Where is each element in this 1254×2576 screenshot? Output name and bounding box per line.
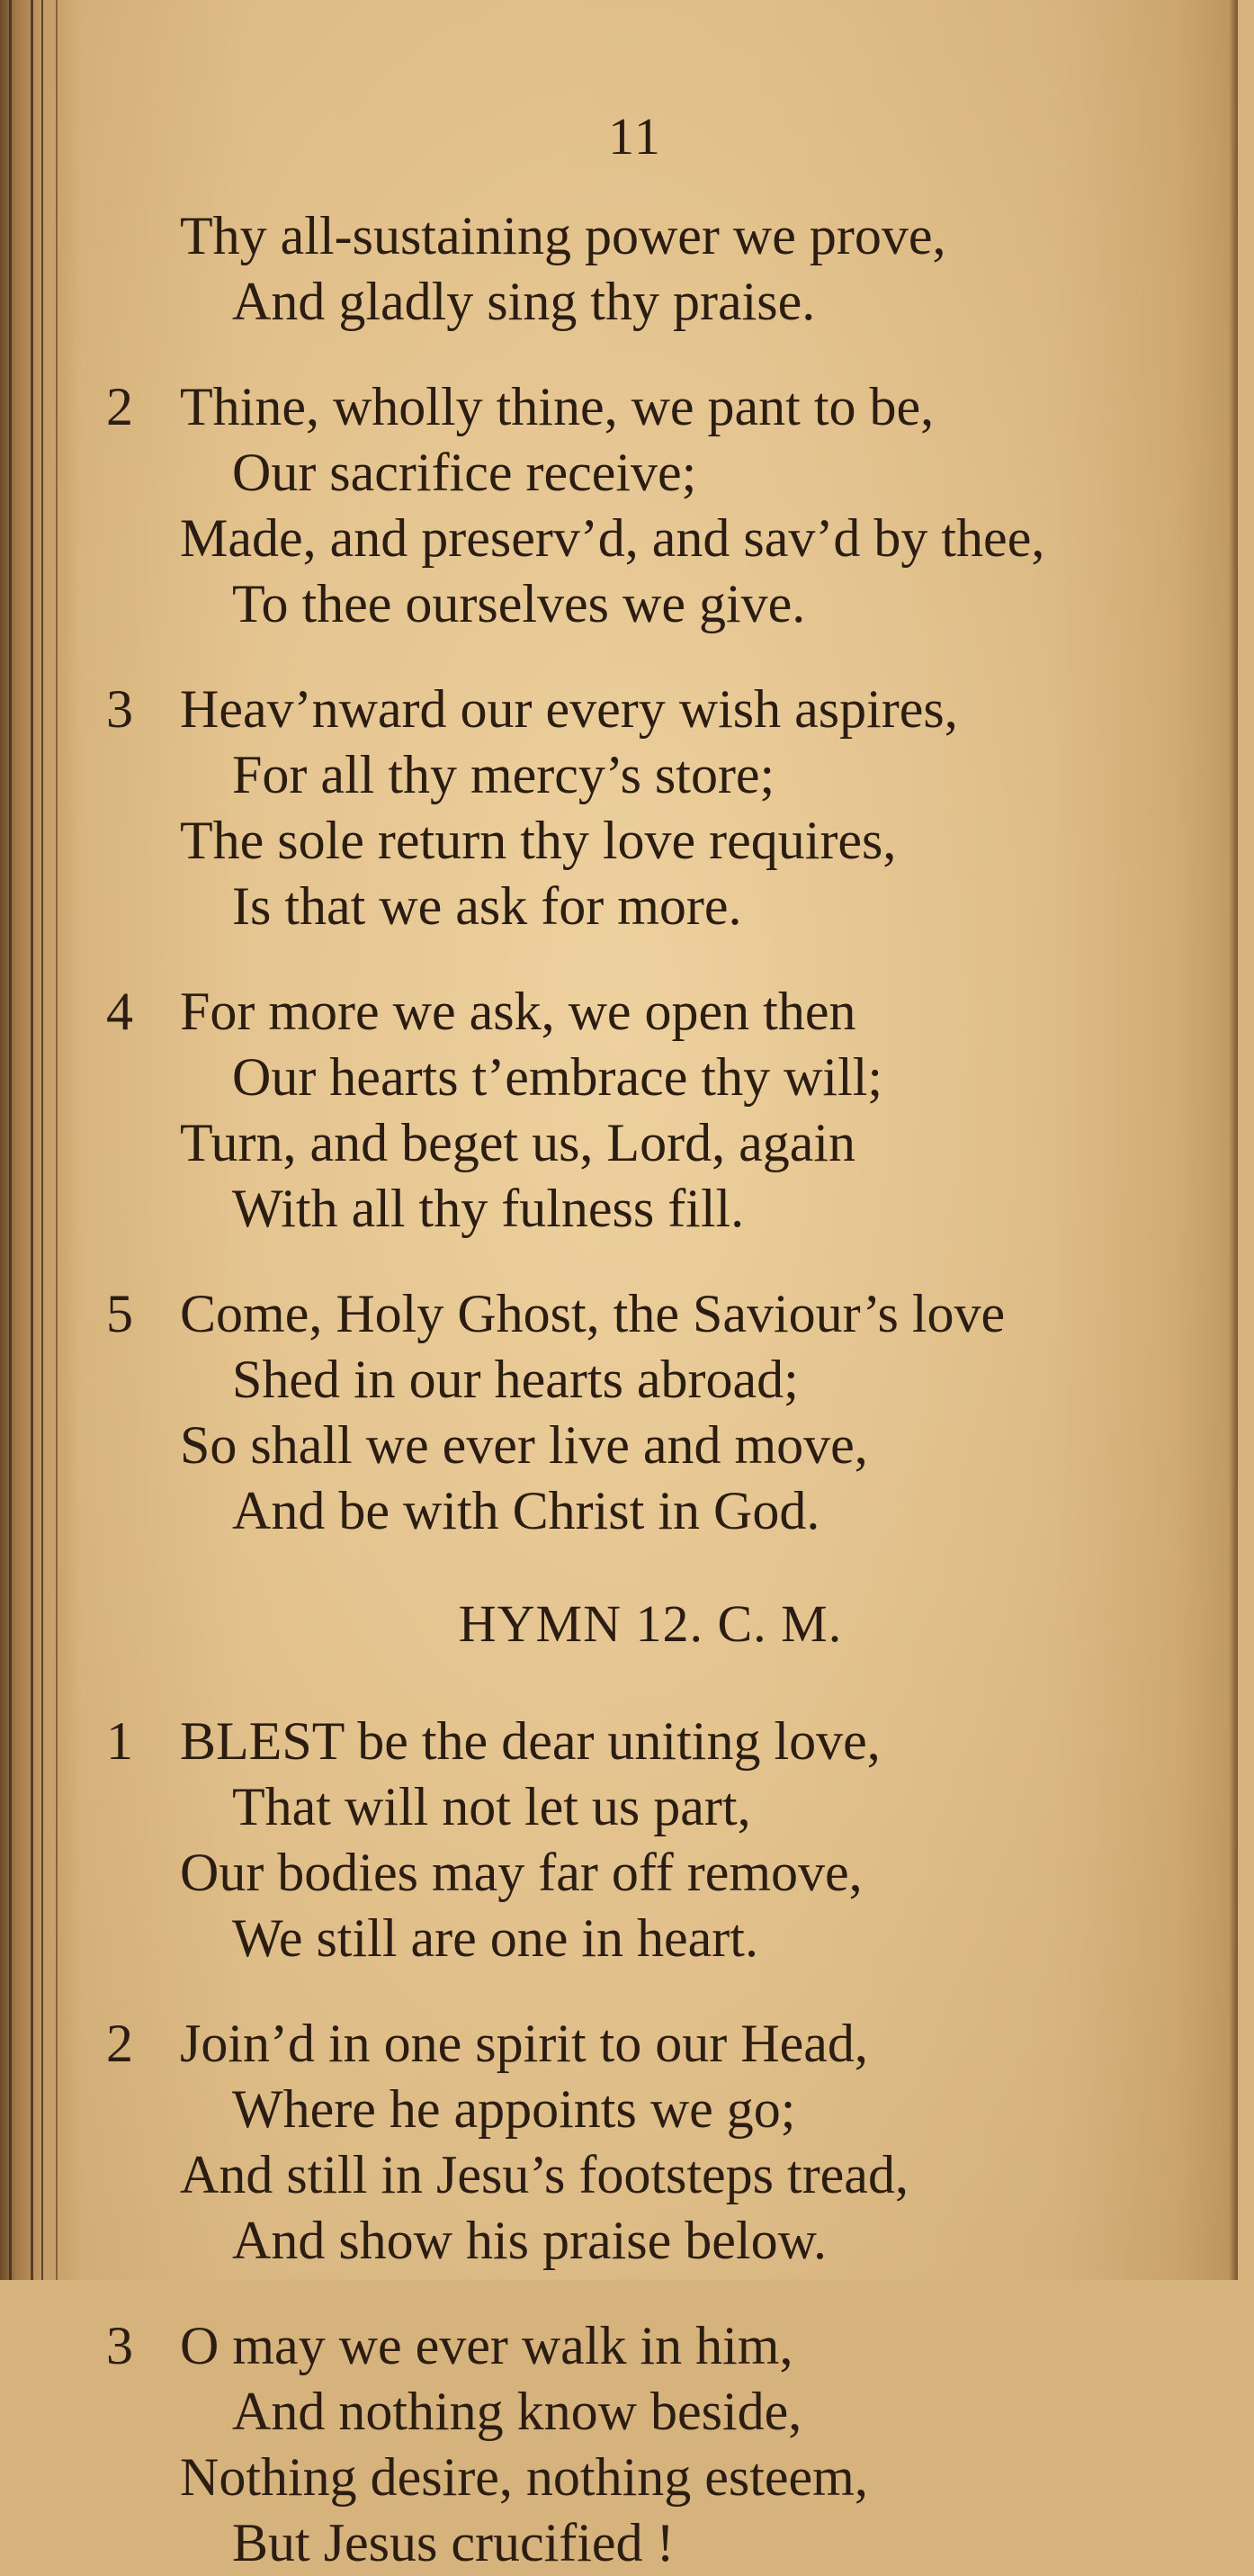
verse-line-text: So shall we ever live and move, bbox=[180, 1415, 868, 1475]
stanza bbox=[106, 374, 1204, 637]
verse-line bbox=[106, 742, 1204, 808]
verse-number: 2 bbox=[106, 377, 133, 436]
verse-line bbox=[106, 2077, 1204, 2142]
verse-line bbox=[106, 1774, 1204, 1840]
verse-line bbox=[106, 677, 1204, 742]
verse-line-text: O may we ever walk in him, bbox=[180, 2316, 793, 2375]
verse-line bbox=[106, 571, 1204, 637]
stanza-gap bbox=[106, 1242, 1204, 1281]
verse-line-text: And nothing know beside, bbox=[232, 2382, 802, 2441]
verse-line bbox=[106, 374, 1204, 440]
stanza bbox=[106, 1281, 1204, 1544]
verse-line bbox=[106, 2379, 1204, 2445]
verse-line bbox=[106, 1840, 1204, 1906]
stanza-gap bbox=[106, 1669, 1204, 1709]
gutter-rule bbox=[41, 0, 43, 2280]
verse-number: 5 bbox=[106, 1284, 133, 1343]
verse-line-text: Nothing desire, nothing esteem, bbox=[180, 2447, 868, 2507]
verse-line-text: For all thy mercy’s store; bbox=[232, 745, 775, 804]
verse-line-text: But Jesus crucified ! bbox=[232, 2513, 675, 2572]
stanza bbox=[106, 1709, 1204, 1971]
verse-line-text: Where he appoints we go; bbox=[232, 2079, 796, 2139]
verse-number: 4 bbox=[106, 982, 133, 1041]
gutter-rule bbox=[9, 0, 12, 2280]
verse-line-text: BLEST be the dear uniting love, bbox=[180, 1711, 881, 1771]
verse-number: 2 bbox=[106, 2014, 133, 2073]
verse-line bbox=[106, 2445, 1204, 2510]
verse-line-text: Thy all-sustaining power we prove, bbox=[180, 206, 946, 265]
verse-line bbox=[106, 1478, 1204, 1544]
verse-line-text: The sole return thy love requires, bbox=[180, 811, 897, 870]
stanza-gap bbox=[106, 1971, 1204, 2011]
verse-line bbox=[106, 1110, 1204, 1176]
verse-line bbox=[106, 1045, 1204, 1110]
page-number: 11 bbox=[608, 107, 662, 166]
verse-line bbox=[106, 1176, 1204, 1242]
verse-number: 3 bbox=[106, 2316, 133, 2375]
book-gutter bbox=[0, 0, 81, 2280]
hymn-heading: HYMN 12. C. M. bbox=[458, 1594, 843, 1653]
heading-gap bbox=[106, 1656, 1204, 1669]
verse-line bbox=[106, 440, 1204, 506]
stanza bbox=[106, 2011, 1204, 2274]
verse-line bbox=[106, 1281, 1204, 1347]
stanza-gap bbox=[106, 637, 1204, 677]
verse-line-text: Heav’nward our every wish aspires, bbox=[180, 679, 958, 739]
verse-line-text: And show his praise below. bbox=[232, 2211, 828, 2270]
verse-line-text: Our bodies may far off remove, bbox=[180, 1843, 863, 1902]
stanza bbox=[106, 203, 1204, 335]
stanza-gap bbox=[106, 1544, 1204, 1591]
verse-line bbox=[106, 1413, 1204, 1478]
verse-line bbox=[106, 874, 1204, 939]
verse-line-text: Our sacrifice receive; bbox=[232, 443, 697, 502]
stanza-gap bbox=[106, 2274, 1204, 2313]
verse-line-text: We still are one in heart. bbox=[232, 1908, 758, 1968]
verse-line bbox=[106, 1709, 1204, 1774]
verse-line-text: Come, Holy Ghost, the Saviour’s love bbox=[180, 1284, 1006, 1343]
verse-line-text: Thine, wholly thine, we pant to be, bbox=[180, 377, 935, 436]
verse-number: 1 bbox=[106, 1711, 133, 1771]
stanza bbox=[106, 677, 1204, 939]
verse-line bbox=[106, 2510, 1204, 2576]
verse-line bbox=[106, 203, 1204, 269]
page-edge bbox=[1229, 0, 1238, 2280]
verse-line-text: With all thy fulness fill. bbox=[232, 1179, 745, 1238]
verse-line-text: Is that we ask for more. bbox=[232, 876, 742, 936]
verse-line-text: Made, and preserv’d, and sav’d by thee, bbox=[180, 508, 1045, 568]
gutter-rule bbox=[31, 0, 33, 2280]
stanza-gap bbox=[106, 335, 1204, 374]
verse-line-text: And gladly sing thy praise. bbox=[232, 272, 816, 331]
verse-line bbox=[106, 2208, 1204, 2274]
verse-line-text: And still in Jesu’s footsteps tread, bbox=[180, 2145, 909, 2204]
verse-number: 3 bbox=[106, 679, 133, 739]
stanza-gap bbox=[106, 939, 1204, 979]
verse-line-text: That will not let us part, bbox=[232, 1777, 751, 1836]
verse-line bbox=[106, 1347, 1204, 1413]
verse-line-text: For more we ask, we open then bbox=[180, 982, 856, 1041]
verse-line bbox=[106, 2011, 1204, 2077]
verse-line bbox=[106, 1906, 1204, 1971]
verse-line bbox=[106, 2313, 1204, 2379]
verse-line bbox=[106, 979, 1204, 1045]
verse-line-text: Shed in our hearts abroad; bbox=[232, 1350, 799, 1409]
verse-line bbox=[106, 2142, 1204, 2208]
verse-line bbox=[106, 506, 1204, 571]
verse-line-text: And be with Christ in God. bbox=[232, 1481, 820, 1540]
stanza bbox=[106, 979, 1204, 1242]
verse-line-text: Our hearts t’embrace thy will; bbox=[232, 1047, 883, 1107]
gutter-rule bbox=[56, 0, 58, 2280]
stanza bbox=[106, 2313, 1204, 2576]
verse-line-text: Turn, and beget us, Lord, again bbox=[180, 1113, 855, 1172]
verse-line-text: To thee ourselves we give. bbox=[232, 574, 806, 633]
verse-line bbox=[106, 808, 1204, 874]
hymn-text bbox=[106, 203, 1204, 2576]
verse-line-text: Join’d in one spirit to our Head, bbox=[180, 2014, 868, 2073]
verse-line bbox=[106, 269, 1204, 335]
